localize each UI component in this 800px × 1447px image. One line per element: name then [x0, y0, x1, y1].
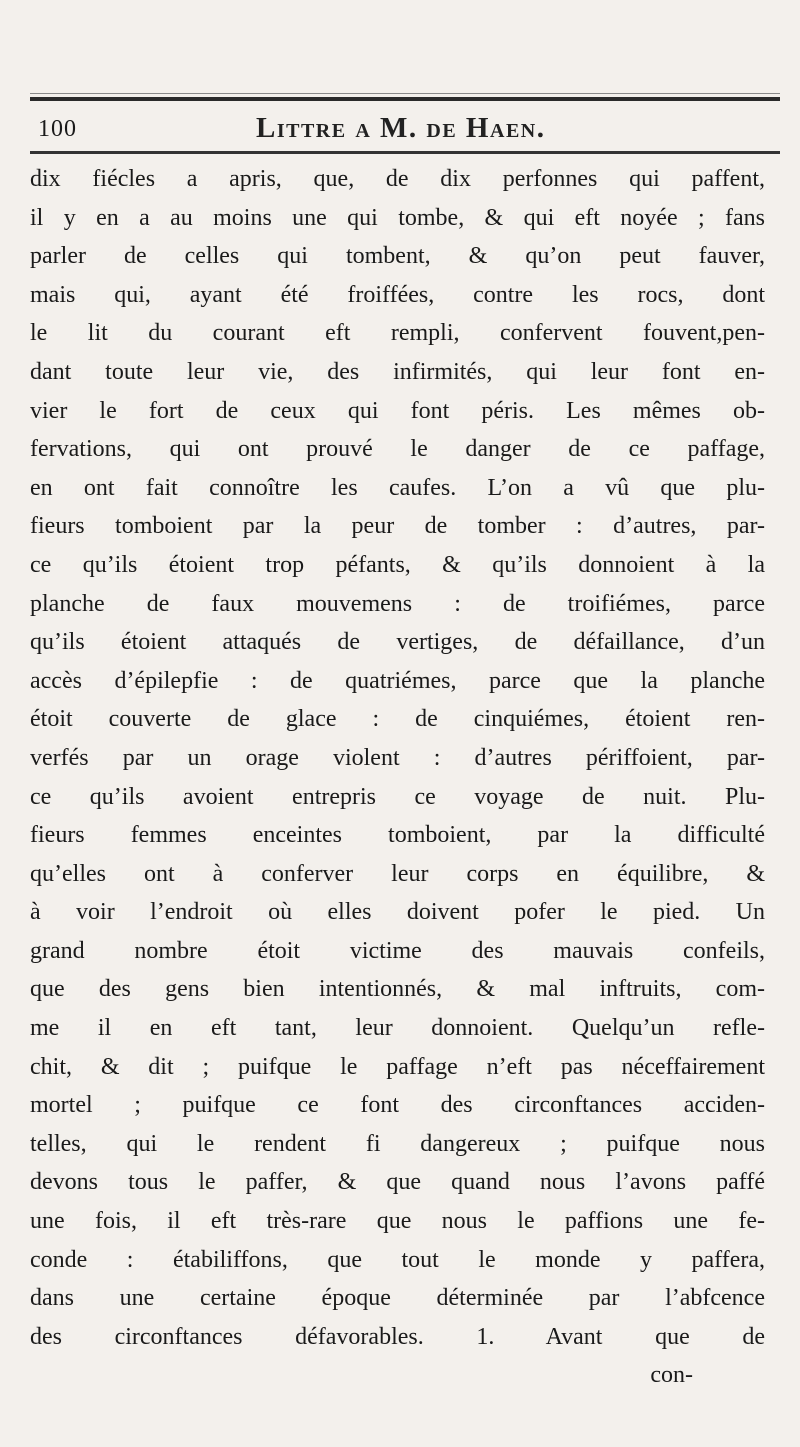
- text-line: accès d’épilepfie : de quatriémes, parce que la planche: [30, 667, 765, 694]
- text-line: dans une certaine époque déterminée par l’abfcence: [30, 1285, 765, 1312]
- text-line: dant toute leur vie, des infirmités, qui leur font en-: [30, 358, 765, 385]
- text-line: ce qu’ils avoient entrepris ce voyage de nuit. Plu-: [30, 783, 765, 810]
- text-line: telles, qui le rendent fi dangereux ; puifque nous: [30, 1130, 765, 1157]
- body-text: [30, 160, 765, 1395]
- text-line: en ont fait connoître les caufes. L’on a vû que plu-: [30, 474, 765, 501]
- text-line: qu’elles ont à conferver leur corps en équilibre, &: [30, 860, 765, 887]
- text-line: verfés par un orage violent : d’autres périffoient, par-: [30, 744, 765, 771]
- text-line: à voir l’endroit où elles doivent pofer le pied. Un: [30, 899, 765, 926]
- text-line: qu’ils étoient attaqués de vertiges, de défaillance, d’un: [30, 629, 765, 656]
- text-line: mortel ; puifque ce font des circonftances acciden-: [30, 1092, 765, 1119]
- running-title: Littre a M. de Haen.: [256, 112, 546, 144]
- text-line: une fois, il eft très-rare que nous le paffions une fe-: [30, 1208, 765, 1235]
- top-thick-rule: [30, 97, 780, 101]
- text-line: étoit couverte de glace : de cinquiémes, étoient ren-: [30, 706, 765, 733]
- text-line: vier le fort de ceux qui font péris. Les mêmes ob-: [30, 397, 765, 424]
- text-line: fieurs femmes enceintes tomboient, par la difficulté: [30, 822, 765, 849]
- text-line: mais qui, ayant été froiffées, contre les rocs, dont: [30, 281, 765, 308]
- catchword: con-: [650, 1362, 693, 1389]
- text-line: que des gens bien intentionnés, & mal inftruits, com-: [30, 976, 765, 1003]
- text-line: planche de faux mouvemens : de troifiémes, parce: [30, 590, 765, 617]
- text-line: le lit du courant eft rempli, confervent fouvent,pen-: [30, 320, 765, 347]
- text-line: dix fiécles a apris, que, de dix perfonnes qui paffent,: [30, 166, 765, 192]
- text-line: devons tous le paffer, & que quand nous l’avons paffé: [30, 1169, 765, 1196]
- top-thin-rule: [30, 93, 780, 94]
- text-line: fervations, qui ont prouvé le danger de ce paffage,: [30, 436, 765, 463]
- text-line: fieurs tomboient par la peur de tomber : d’autres, par-: [30, 513, 765, 540]
- text-line: chit, & dit ; puifque le paffage n’eft pas néceffairement: [30, 1053, 765, 1080]
- page-number: 100: [38, 116, 77, 142]
- text-line: des circonftances défavorables. 1. Avant que de: [30, 1323, 765, 1350]
- text-line: ce qu’ils étoient trop péfants, & qu’ils donnoient à la: [30, 551, 765, 578]
- header-rule: [30, 151, 780, 154]
- text-line: conde : étabiliffons, que tout le monde y paffera,: [30, 1246, 765, 1273]
- text-line: parler de celles qui tombent, & qu’on peut fauver,: [30, 243, 765, 270]
- text-line: grand nombre étoit victime des mauvais confeils,: [30, 937, 765, 964]
- text-line: me il en eft tant, leur donnoient. Quelqu’un refle-: [30, 1015, 765, 1042]
- text-line: il y en a au moins une qui tombe, & qui eft noyée ; fans: [30, 204, 765, 231]
